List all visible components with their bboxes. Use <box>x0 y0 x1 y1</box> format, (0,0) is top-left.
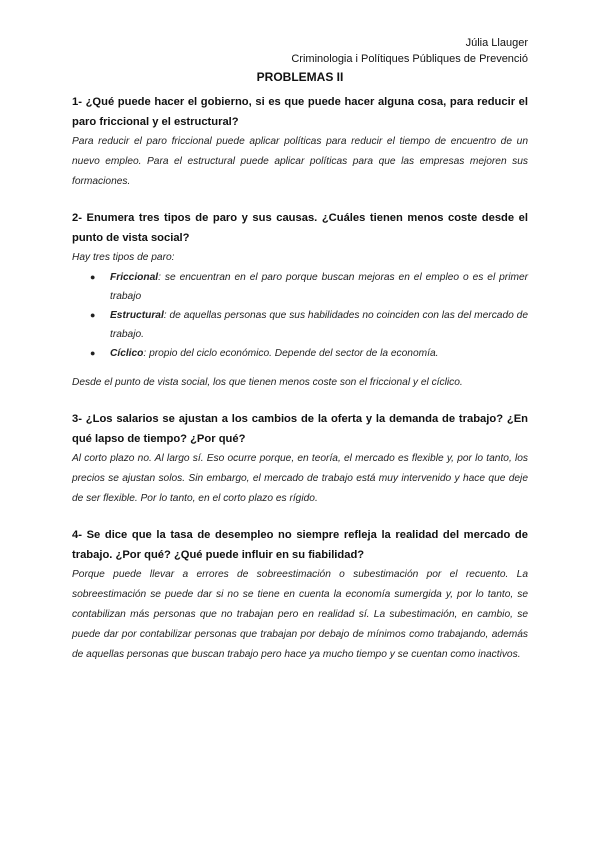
page-header <box>291 35 528 67</box>
list-item-term: Estructural <box>110 310 164 321</box>
author-name: Júlia Llauger <box>465 37 528 49</box>
paro-types-list <box>72 268 528 363</box>
list-item-term: Friccional <box>110 272 159 283</box>
question-2: 2- Enumera tres tipos de paro y sus causas. ¿Cuáles tienen menos coste desde el punto de vista social? <box>72 212 528 244</box>
list-item-term: Cíclico <box>110 348 144 359</box>
course-name: Criminologia i Polítiques Públiques de Prevenció <box>291 53 528 65</box>
question-4: 4- Se dice que la tasa de desempleo no siempre refleja la realidad del mercado de trabajo. ¿Por qué? ¿Qué puede influir en su fiabilidad? <box>72 529 528 561</box>
bullet-icon: ● <box>90 348 96 358</box>
answer-2-intro: Hay tres tipos de paro: <box>72 252 175 263</box>
list-item <box>90 268 528 306</box>
question-3: 3- ¿Los salarios se ajustan a los cambios de la oferta y la demanda de trabajo? ¿En qué lapso de tiempo? ¿Por qué? <box>72 413 528 445</box>
bullet-icon: ● <box>90 272 96 282</box>
question-1: 1- ¿Qué puede hacer el gobierno, si es que puede hacer alguna cosa, para reducir el paro friccional y el estructural? <box>72 96 528 128</box>
list-item <box>90 306 528 344</box>
list-item-text: : se encuentran en el paro porque buscan mejoras en el empleo o es el primer trabajo <box>110 272 528 302</box>
answer-2-conclusion: Desde el punto de vista social, los que tienen menos coste son el friccional y el cíclico. <box>72 377 463 388</box>
list-item-text: : de aquellas personas que sus habilidades no coinciden con las del mercado de trabajo. <box>110 310 528 340</box>
answer-4: Porque puede llevar a errores de sobreestimación o subestimación por el recuento. La sobreestimación se puede dar si no se tiene en cuenta la economía sumergida y, por lo tanto, se contabilizan más personas que no trabajan pero en realidad sí. La subestimación, en cambio, se puede dar por contabilizar personas que trabajan por debajo de mínimos como trabajando, además de aquellas personas que buscan trabajo pero hace ya mucho tiempo y se cuentan como inactivos. <box>72 569 528 660</box>
document-title: PROBLEMAS II <box>256 70 344 84</box>
list-item <box>90 344 528 363</box>
bullet-icon: ● <box>90 310 96 320</box>
answer-1: Para reducir el paro friccional puede aplicar políticas para reducir el tiempo de encuentro de un nuevo empleo. Para el estructural puede aplicar políticas para que las empresas mejoren sus formaciones. <box>72 136 528 187</box>
list-item-text: : propio del ciclo económico. Depende del sector de la economía. <box>143 348 439 359</box>
document-body <box>72 92 528 665</box>
answer-3: Al corto plazo no. Al largo sí. Eso ocurre porque, en teoría, el mercado es flexible y, por lo tanto, los precios se ajustan solos. Sin embargo, el mercado de trabajo está muy intervenido y hace que deje de ser flexible. Por lo tanto, en el corto plazo es rígido. <box>72 453 528 504</box>
